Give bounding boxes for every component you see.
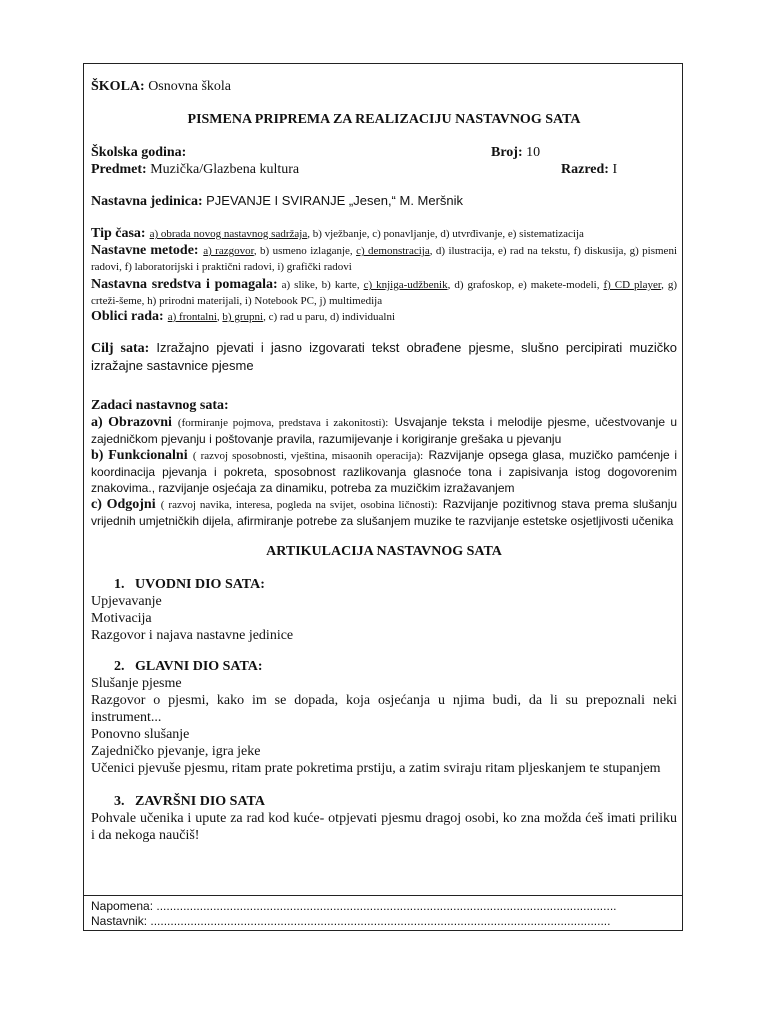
- teaching-methods: [91, 242, 677, 274]
- aids-text-2: , d) grafoskop, e) makete-modeli,: [447, 279, 604, 291]
- lesson-type-label: Tip časa:: [91, 226, 146, 241]
- school-line: [91, 78, 677, 95]
- school-year-label: Školska godina:: [91, 145, 187, 160]
- teaching-aids-label: Nastavna sredstva i pomagala:: [91, 277, 278, 292]
- teacher-dots: ..........................................................................................................................................: [150, 914, 611, 928]
- main-item-2: Razgovor o pjesmi, kako im se dopada, koja osjećanja u njima budi, da li su prepoznali neki instrument...: [91, 693, 677, 725]
- task-upbringing: [91, 496, 677, 529]
- lesson-goal-text: Izražajno pjevati i jasno izgovarati tekst obrađene pjesme, slušno percipirati muzičko izražajne sastavnice pjesme: [91, 340, 678, 373]
- lesson-unit: [91, 192, 677, 210]
- methods-text-2: , d) ilustracija, e) rad na tekstu, f) diskusija, g) pismeni radovi, f) laboratorijski i praktični radovi, i) grafički radovi: [91, 245, 677, 273]
- lesson-plan-content: [91, 78, 677, 844]
- method-selected-c: c) demonstracija: [356, 245, 430, 257]
- methods-text-1: , b) usmeno izlaganje,: [253, 245, 357, 257]
- grade-value: I: [612, 162, 618, 177]
- task-educational-label: a) Obrazovni: [91, 415, 172, 430]
- teaching-methods-label: Nastavne metode:: [91, 243, 199, 258]
- lesson-goal: [91, 339, 677, 375]
- teacher-label: Nastavnik:: [91, 914, 148, 928]
- final-section-heading: 3. ZAVRŠNI DIO SATA: [114, 794, 265, 809]
- aids-text-1: a) slike, b) karte,: [277, 279, 364, 291]
- number-label: Broj:: [491, 145, 523, 160]
- school-year-row: [91, 144, 677, 161]
- note-label: Napomena:: [91, 899, 154, 913]
- subject-row: [91, 161, 677, 178]
- lesson-plan-sheet: [83, 63, 683, 931]
- main-item-3: Ponovno slušanje: [91, 727, 190, 742]
- method-selected-a: a) razgovor: [203, 245, 254, 257]
- work-forms-rest: , c) rad u paru, d) individualni: [263, 311, 396, 323]
- work-form-selected-b: b) grupni: [222, 311, 264, 323]
- signature-footer: [84, 895, 682, 930]
- task-functional-label: b) Funkcionalni: [91, 448, 188, 463]
- lesson-type-selected: a) obrada novog nastavnog sadržaja: [149, 228, 308, 240]
- work-forms: [91, 308, 677, 325]
- aid-selected-c: c) knjiga-udžbenik: [363, 279, 448, 291]
- task-educational-text: Usvajanje teksta i melodije pjesme, učestvovanje u zajedničkom pjevanju i poštovanje pravila, razumijevanje i korigiranje grešaka u pjevanju: [91, 415, 677, 446]
- articulation-heading: ARTIKULACIJA NASTAVNOG SATA: [266, 544, 502, 559]
- lesson-type: [91, 224, 677, 242]
- subject-value: Muzička/Glazbena kultura: [150, 162, 300, 177]
- intro-item-1: Upjevavanje: [91, 594, 162, 609]
- work-form-selected-a: a) frontalni: [167, 311, 217, 323]
- work-form-separator: ,: [216, 311, 223, 323]
- note-dots: ..........................................................................................................................................: [156, 899, 617, 913]
- intro-item-2: Motivacija: [91, 611, 152, 626]
- task-upbringing-text: Razvijanje pozitivnog stava prema slušanju vrijednih umjetničkih dijela, afirmiranje potrebe za slušanjem muzike te razvijanje estetske osjetljivosti učenika: [91, 497, 678, 528]
- grade-label: Razred:: [561, 162, 609, 177]
- school-value: Osnovna škola: [148, 79, 232, 94]
- task-functional: [91, 447, 677, 496]
- lesson-unit-value: PJEVANJE I SVIRANJE „Jesen,“ M. Meršnik: [206, 193, 464, 208]
- work-forms-label: Oblici rada:: [91, 309, 164, 324]
- intro-item-3: Razgovor i najava nastavne jedinice: [91, 628, 294, 643]
- main-item-5: Učenici pjevuše pjesmu, ritam prate pokretima prstiju, a zatim sviraju ritam pljeskanjem te stupanjem: [91, 761, 661, 776]
- document-title: PISMENA PRIPREMA ZA REALIZACIJU NASTAVNOG SATA: [187, 112, 581, 127]
- teacher-line: [91, 914, 675, 929]
- subject-label: Predmet:: [91, 162, 147, 177]
- main-item-4: Zajedničko pjevanje, igra jeke: [91, 744, 261, 759]
- task-educational-note: (formiranje pojmova, predstava i zakonitosti):: [177, 417, 389, 429]
- intro-section-heading: 1. UVODNI DIO SATA:: [114, 577, 265, 592]
- task-functional-text: Razvijanje opsega glasa, muzičko pamćenje i koordinacija pjevanja i pokreta, sposobnost razlikovanja glasnoće tona i zapisivanja istog dogovorenim znakovima., razvijanje osjećaja za dinamiku, potreba za muzičkim izražavanjem: [91, 448, 677, 495]
- main-item-1: Slušanje pjesme: [91, 676, 182, 691]
- aids-text-3: , g) crteži-šeme, h) prirodni materijali, i) Notebook PC, j) multimedija: [91, 279, 677, 307]
- lesson-goal-label: Cilj sata:: [91, 341, 150, 356]
- tasks-heading: Zadaci nastavnog sata:: [91, 398, 229, 413]
- lesson-type-rest: , b) vježbanje, c) ponavljanje, d) utvrđivanje, e) sistematizacija: [307, 228, 584, 240]
- task-upbringing-note: ( razvoj navika, interesa, pogleda na svijet, osobina ličnosti):: [160, 499, 438, 511]
- main-section-heading: 2. GLAVNI DIO SATA:: [114, 659, 263, 674]
- final-section-text: Pohvale učenika i upute za rad kod kuće- otpjevati pjesmu dragoj osobi, ko zna možda ćeš imati priliku i da nekoga naučiš!: [91, 811, 677, 843]
- school-label: ŠKOLA:: [91, 79, 145, 94]
- task-educational: [91, 414, 677, 447]
- task-functional-note: ( razvoj sposobnosti, vještina, misaonih operacija):: [192, 450, 424, 462]
- lesson-unit-label: Nastavna jedinica:: [91, 194, 203, 209]
- teaching-aids: [91, 276, 677, 308]
- number-value: 10: [526, 145, 541, 160]
- task-upbringing-label: c) Odgojni: [91, 497, 156, 512]
- note-line: [91, 899, 675, 914]
- aid-selected-f: f) CD player: [603, 279, 662, 291]
